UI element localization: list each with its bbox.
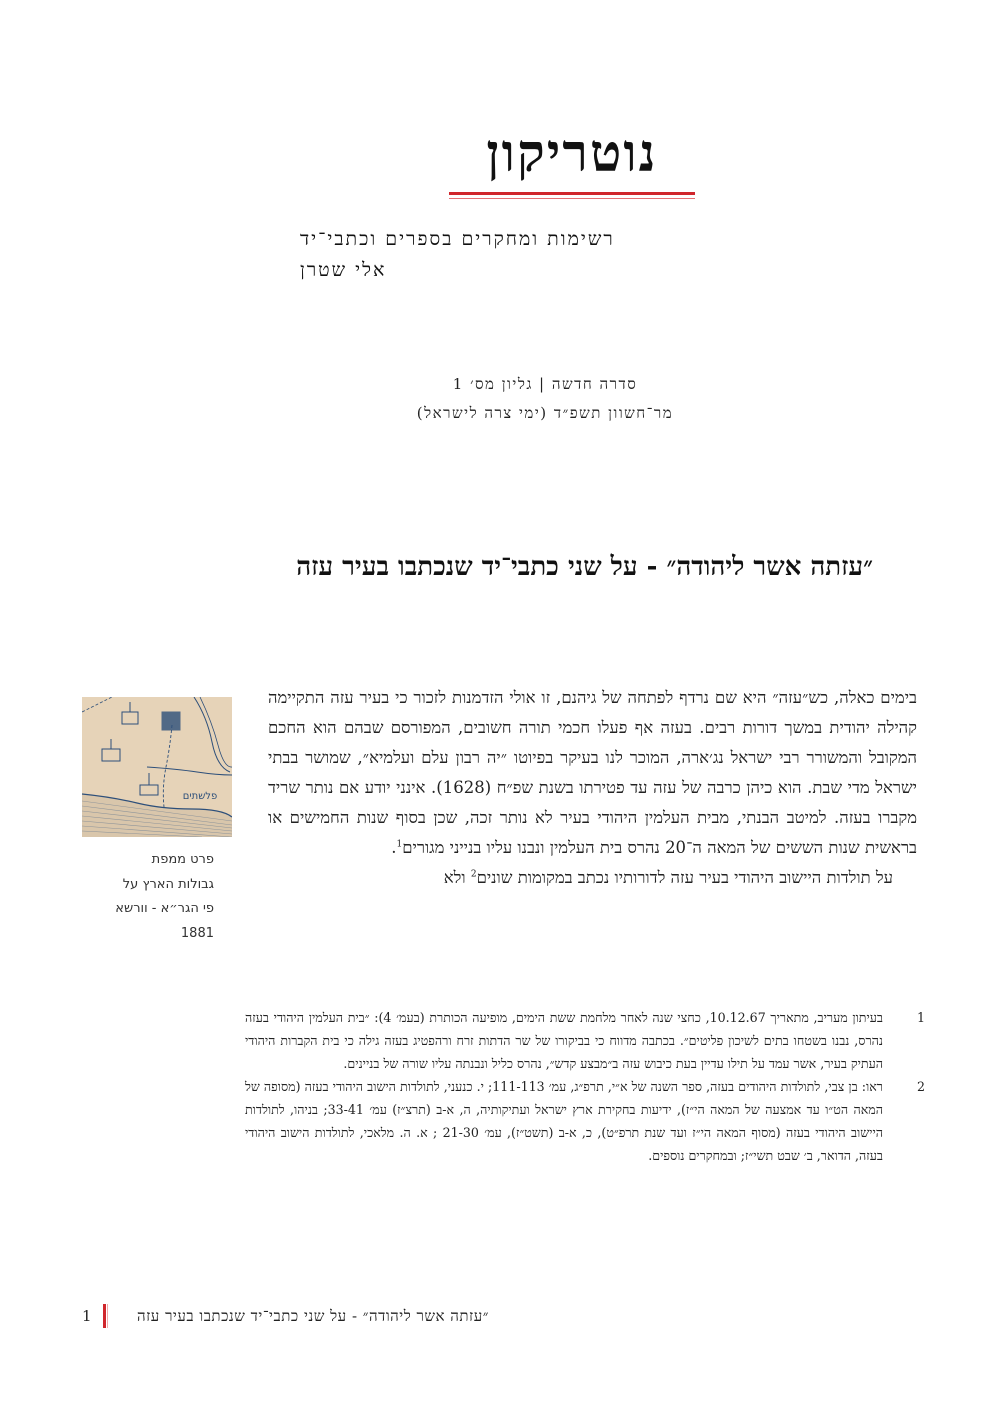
footer-rule	[103, 1304, 106, 1328]
footnote-number: 1	[916, 1010, 925, 1025]
journal-subtitle: רשימות ומחקרים בספרים וכתבי־יד	[300, 228, 615, 250]
masthead	[449, 118, 695, 199]
footnote-ref[interactable]: 2	[470, 869, 477, 880]
map-image-icon	[82, 697, 232, 837]
footnote-item	[245, 1075, 925, 1167]
subtitle-block	[300, 223, 798, 285]
running-title: ״עזתה אשר ליהודה״ - על שני כתבי־יד שנכתבו בעיר עזה	[137, 1307, 489, 1325]
map-figure	[82, 697, 232, 837]
footnote-text: ראו: בן צבי, לתולדות היהודים בעזה, ספר השנה של א״י, תרפ״ג, עמ׳ 111-113; י. כנעני, לתולדות הישוב היהודי בעזה (מסופה של המאה הט״ו עד אמצעה של המאה הי״ז), ידיעות בחקירת ארץ ישראל ועתיקותיה, ה, א-ב (תרצ״ז) עמ׳ 33-41; בניהו, לתולדות היישוב היהודי בעזה (מסוף המאה הי״ז ועד שנת תרפ״ט), כ, א-ב (תשט״ז), עמ׳ 21-30 ; א. ה. מלאכי, לתולדות הישוב היהודי בעזה, הדואר, ב׳ שבט תשי״ז; ובמחקרים נוספים.	[245, 1079, 884, 1163]
page-number: 1	[82, 1307, 92, 1325]
paragraph: בימים כאלה, כש״עזה״ היא שם נרדף לפתחה של גיהנם, זו אולי הזדמנות לזכור כי בעיר עזה התקיימה קהילה יהודית במשך דורות רבים. בעזה אף פעלו חכמי תורה חשובים, המפורסם שבהם הוא החכם המקובל והמשורר רבי ישראל נג׳ארה, המוכר לנו בעיקר בפיוטו ״יה רבון עלם ועלמיא״, שמושר בבתי ישראל מדי שבת. הוא כיהן כרבה של עזה עד פטירתו בשנת שפ״ח (1628). אינני יודע אם נותר שריד מקברו בעזה. למיטב הבנתי, מבית העלמין היהודי בעיר לא נותר זכה, שכן בסוף שנות החמישים או בראשית שנות הששים של המאה ה־20 נהרס בית העלמין ונבנו עליו בנייני מגורים$^1$.	[268, 688, 917, 857]
footer-rule-thin	[107, 1304, 108, 1328]
issue-series: סדרה חדשה | גליון מס׳ 1	[452, 375, 638, 393]
footnote-number: 2	[916, 1079, 925, 1094]
svg-text:פלשתים: פלשתים	[182, 791, 218, 802]
footnotes	[245, 1006, 925, 1167]
issue-info	[380, 370, 710, 428]
footnote-item	[245, 1006, 925, 1075]
title-rule-thick	[449, 192, 695, 195]
paragraph: על תולדות היישוב היהודי בעיר עזה לדורותיו נכתב במקומות שונים$^2$ ולא	[443, 868, 893, 887]
article-title: ״עזתה אשר ליהודה״ - על שני כתבי־יד שנכתבו בעיר עזה	[296, 552, 873, 582]
page-footer	[82, 1303, 602, 1329]
footnote-ref[interactable]: 1	[396, 839, 403, 850]
journal-title: נוטריקון	[486, 123, 658, 184]
issue-date: מר־חשוון תשפ״ד (ימי צרה לישראל)	[416, 404, 674, 422]
author-name: אלי שטרן	[300, 259, 387, 281]
figure-caption: פרט ממפת גבולות הארץ על פי הגר״א - וורשא 1881	[115, 852, 214, 941]
footnote-text: בעיתון מעריב, מתאריך 10.12.67, כחצי שנה לאחר מלחמת ששת הימים, מופיעה הכותרת (בעמ׳ 4): ״בית העלמין היהודי בעזה נהרס, נבנו בשטחו בתים לשיכון פליטים״. בכתבה מדווח כי בביקורו של שר הדתות זרח ורהפטיג בעזה גילה כי בית הקברות היהודי העתיק בעיר, אשר עמד על תילו עדיין בעת כיבוש עזה ב״מבצע קדש״, נהרס כליל ונבנתה עליו שורה של בניינים.	[245, 1010, 883, 1071]
article-body	[268, 683, 917, 893]
title-rule-thin	[449, 198, 695, 199]
